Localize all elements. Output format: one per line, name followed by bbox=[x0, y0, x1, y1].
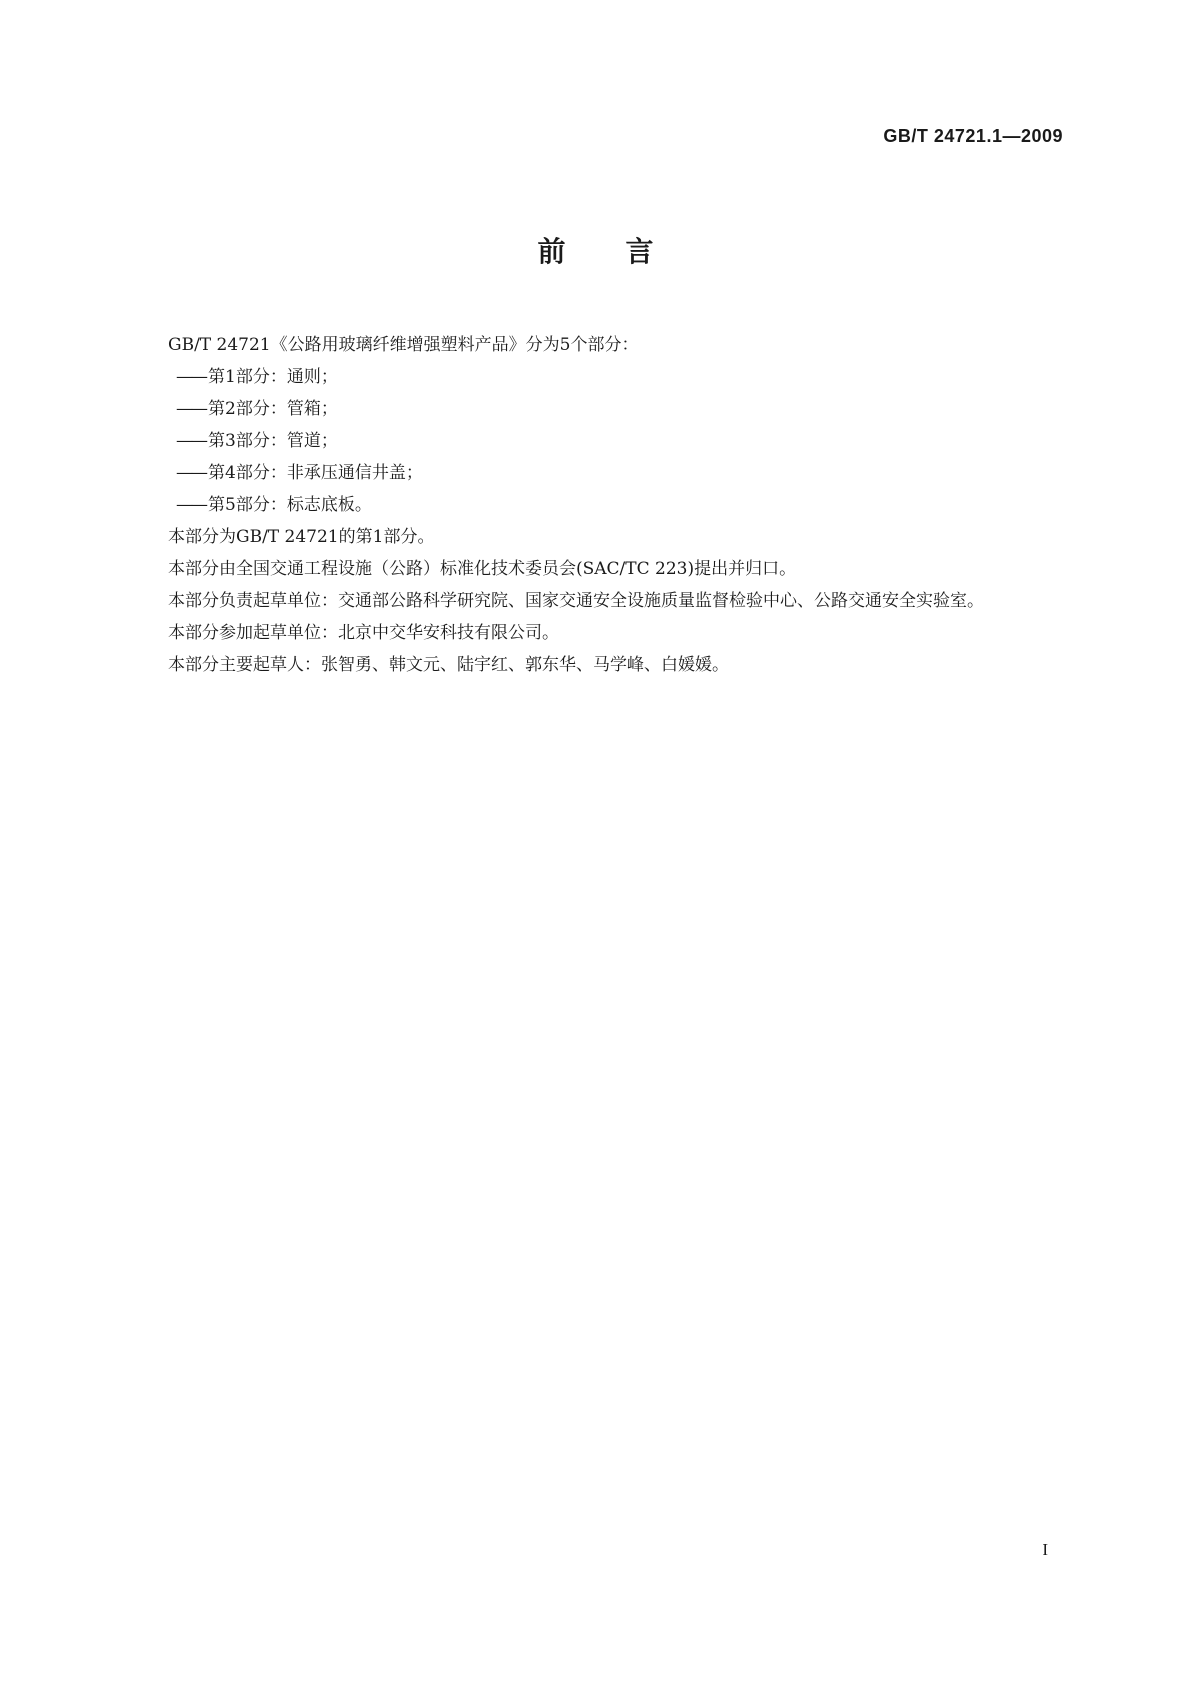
list-item-text: 第4部分：非承压通信井盖； bbox=[208, 463, 423, 483]
standard-number: GB/T 24721.1—2009 bbox=[883, 126, 1063, 146]
list-item bbox=[134, 393, 1064, 425]
paragraph-drafters: 本部分主要起草人：张智勇、韩文元、陆宇红、郭东华、马学峰、白媛媛。 bbox=[168, 655, 729, 675]
paragraph-drafting-units: 本部分负责起草单位：交通部公路科学研究院、国家交通安全设施质量监督检验中心、公路交通安全实验室。 bbox=[168, 591, 984, 611]
list-item bbox=[134, 425, 1064, 457]
paragraph-part-statement: 本部分为GB/T 24721的第1部分。 bbox=[168, 527, 435, 547]
list-item bbox=[134, 489, 1064, 521]
foreword-body bbox=[134, 329, 1064, 681]
list-item-text: 第2部分：管箱； bbox=[208, 399, 338, 419]
list-item-text: 第1部分：通则； bbox=[208, 367, 338, 387]
intro-paragraph: GB/T 24721《公路用玻璃纤维增强塑料产品》分为5个部分： bbox=[168, 335, 639, 355]
list-item bbox=[134, 361, 1064, 393]
paragraph-proposer: 本部分由全国交通工程设施（公路）标准化技术委员会(SAC/TC 223)提出并归口。 bbox=[168, 559, 797, 579]
list-dash: —— bbox=[176, 431, 206, 451]
list-dash: —— bbox=[176, 367, 206, 387]
list-dash: —— bbox=[176, 495, 206, 515]
parts-list bbox=[134, 361, 1064, 521]
paragraph-participating-units: 本部分参加起草单位：北京中交华安科技有限公司。 bbox=[168, 623, 559, 643]
list-dash: —— bbox=[176, 399, 206, 419]
page-number: I bbox=[1042, 1540, 1048, 1559]
page-title: 前言 bbox=[537, 235, 714, 268]
list-item-text: 第3部分：管道； bbox=[208, 431, 338, 451]
list-dash: —— bbox=[176, 463, 206, 483]
list-item bbox=[134, 457, 1064, 489]
list-item-text: 第5部分：标志底板。 bbox=[208, 495, 372, 515]
